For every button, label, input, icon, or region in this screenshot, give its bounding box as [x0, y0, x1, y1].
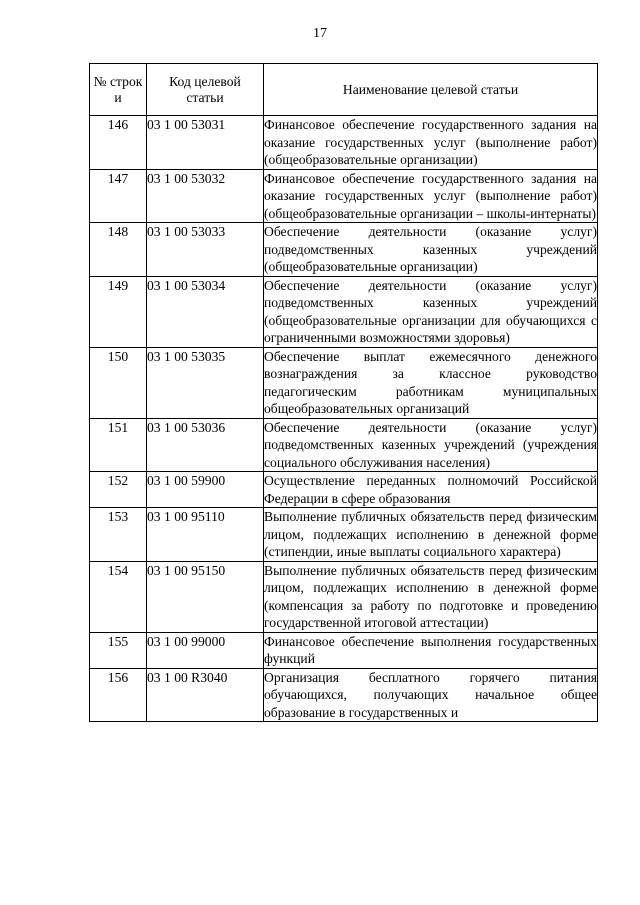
- table-row: [90, 418, 598, 472]
- target-code: 03 1 00 53035: [147, 347, 264, 418]
- target-name: Обеспечение деятельности (оказание услуг) подведомственных казенных учреждений (общеобразовательные организации): [264, 224, 597, 274]
- page-number: 17: [313, 26, 327, 41]
- target-code: 03 1 00 59900: [147, 472, 264, 508]
- row-number: 149: [90, 276, 147, 347]
- row-number: 148: [90, 223, 147, 277]
- target-name-text: Организация бесплатного горячего питания обучающихся, получающих начальное общее образование в государственных и: [264, 669, 597, 720]
- row-number: 151: [90, 418, 147, 472]
- target-code: 03 1 00 99000: [147, 632, 264, 668]
- table-row: [90, 116, 598, 170]
- row-number: 152: [90, 472, 147, 508]
- table-row: [90, 347, 598, 418]
- budget-classification-table: [89, 63, 598, 722]
- row-number: 156: [90, 668, 147, 721]
- table-row: [90, 276, 598, 347]
- target-name: Осуществление переданных полномочий Российской Федерации в сфере образования: [264, 473, 597, 506]
- table-header-row: [90, 64, 598, 116]
- row-number: 150: [90, 347, 147, 418]
- target-name: Финансовое обеспечение государственного задания на оказание государственных услуг (выполнение работ) (общеобразовательные организации – школы-интернаты): [264, 170, 597, 221]
- target-code: 03 1 00 53031: [147, 116, 264, 170]
- table-row: [90, 561, 598, 632]
- target-name: Выполнение публичных обязательств перед физическим лицом, подлежащих исполнению в денежной форме (стипендии, иные выплаты социального характера): [264, 509, 597, 559]
- target-name: Выполнение публичных обязательств перед физическим лицом, подлежащих исполнению в денежной форме (компенсация за работу по подготовке и проведению государственной итоговой аттестации): [264, 562, 597, 630]
- table-row: [90, 223, 598, 277]
- row-number: 153: [90, 508, 147, 562]
- row-number: 147: [90, 169, 147, 223]
- target-code: 03 1 00 95110: [147, 508, 264, 562]
- target-name: Финансовое обеспечение выполнения государственных функций: [264, 633, 597, 666]
- target-name: Обеспечение деятельности (оказание услуг) подведомственных казенных учреждений (общеобразовательные организации для обучающихся с ограниченными возможностями здоровья): [264, 277, 597, 345]
- row-number: 154: [90, 561, 147, 632]
- table-row: [90, 668, 598, 721]
- header-target-name: Наименование целевой статьи: [264, 64, 598, 116]
- row-number: 146: [90, 116, 147, 170]
- header-target-code: Код целевой статьи: [147, 64, 264, 116]
- table-row: [90, 169, 598, 223]
- target-name: Обеспечение деятельности (оказание услуг) подведомственных казенных учреждений (учреждения социального обслуживания населения): [264, 419, 597, 470]
- table-row: [90, 508, 598, 562]
- target-code: 03 1 00 53033: [147, 223, 264, 277]
- target-code: 03 1 00 R3040: [147, 668, 264, 721]
- table-row: [90, 632, 598, 668]
- target-code: 03 1 00 53036: [147, 418, 264, 472]
- target-name: Финансовое обеспечение государственного задания на оказание государственных услуг (выполнение работ) (общеобразовательные организации): [264, 117, 597, 167]
- target-name: [264, 668, 598, 721]
- row-number: 155: [90, 632, 147, 668]
- table-row: [90, 472, 598, 508]
- target-name: Обеспечение выплат ежемесячного денежного вознаграждения за классное руководство педагогическим работникам муниципальных общеобразовательных организаций: [264, 348, 597, 416]
- target-code: 03 1 00 95150: [147, 561, 264, 632]
- target-code: 03 1 00 53034: [147, 276, 264, 347]
- target-code: 03 1 00 53032: [147, 169, 264, 223]
- header-row-number: № строк и: [90, 64, 147, 116]
